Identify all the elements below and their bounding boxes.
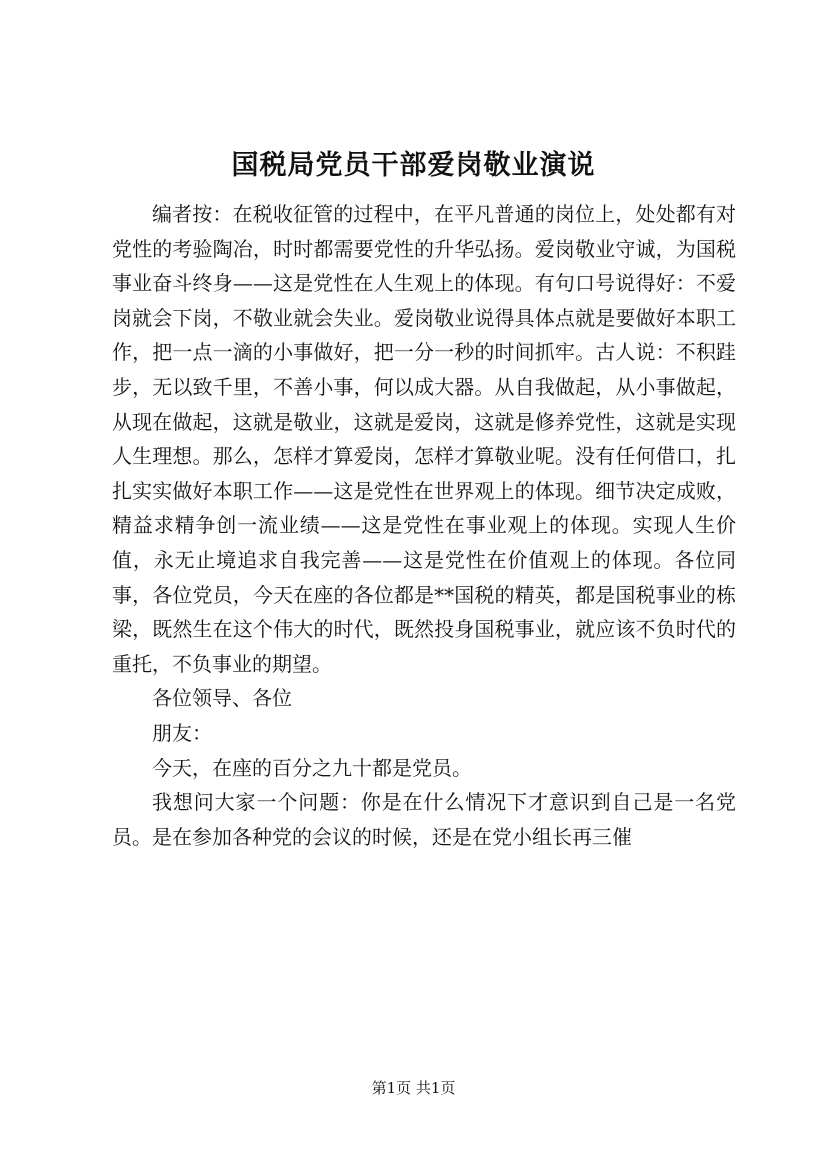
document-body: [112, 197, 736, 854]
page-number: 第1页 共1页: [371, 1079, 456, 1097]
paragraph-question: 我想问大家一个问题：你是在什么情况下才意识到自己是一名党员。是在参加各种党的会议的时候，还是在党小组长再三催: [112, 790, 736, 849]
paragraph-today: 今天，在座的百分之九十都是党员。: [152, 755, 472, 780]
paragraph-editor-note: 编者按：在税收征管的过程中，在平凡普通的岗位上，处处都有对党性的考验陶冶，时时都需要党性的升华弘扬。爱岗敬业守诚，为国税事业奋斗终身——这是党性在人生观上的体现。有句口号说得好：不爱岗就会下岗，不敬业就会失业。爱岗敬业说得具体点就是要做好本职工作，把一点一滴的小事做好，把一分一秒的时间抓牢。古人说：不积跬步，无以致千里，不善小事，何以成大器。从自我做起，从小事做起，从现在做起，这就是敬业，这就是爱岗，这就是修养党性，这就是实现人生理想。那么，怎样才算爱岗，怎样才算敬业呢。没有任何借口，扎扎实实做好本职工作——这是党性在世界观上的体现。细节决定成败，精益求精争创一流业绩——这是党性在事业观上的体现。实现人生价值，永无止境追求自我完善——这是党性在价值观上的体现。各位同事，各位党员，今天在座的各位都是**国税的精英，都是国税事业的栋梁，既然生在这个伟大的时代，既然投身国税事业，就应该不负时代的重托，不负事业的期望。: [112, 202, 736, 676]
paragraph-greeting-friends: 朋友：: [152, 720, 212, 745]
document-title: 国税局党员干部爱岗敬业演说: [231, 150, 596, 181]
paragraph-greeting-leaders: 各位领导、各位: [152, 686, 292, 711]
